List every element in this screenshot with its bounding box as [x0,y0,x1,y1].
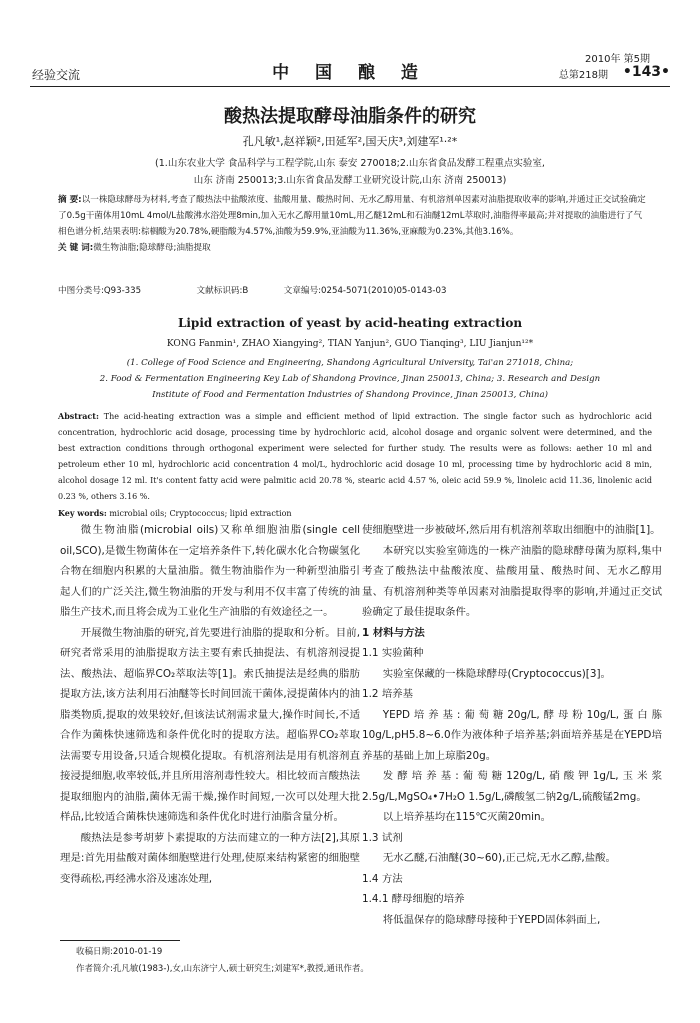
header-section: 经验交流 [32,68,81,82]
authors-en: KONG Fanmin¹, ZHAO Xiangying², TIAN Yanjun², GUO Tianqing³, LIU Jianjun¹²* [166,339,534,349]
page-number: •143• [622,64,670,80]
section-heading: 1 材料与方法 [362,626,425,639]
subsection-heading: 1.3 试剂 [362,831,403,844]
paragraph: 酸热法是参考胡萝卜素提取的方法而建立的一种方法[2],其原理是:首先用盐酸对菌体细胞壁进行处理,使原来结构紧密的细胞壁变得疏松,再经沸水浴及速冻处理, [60,831,360,885]
keywords-cn-label: 关 键 词: [58,243,94,253]
paragraph: 使细胞壁进一步被破坏,然后用有机溶剂萃取出细胞中的油脂[1]。 [362,524,661,536]
abstract-cn-text: 以一株隐球酵母为材料,考查了酸热法中盐酸浓度、盐酸用量、酸热时间、无水乙醇用量、有机溶剂单因素对油脂提取收率的影响,并通过正交试验确定了0.5g干菌体用10mL 4mol/L盐酸沸水浴处理8min,加入无水乙醇用量10mL,用乙醚12mL和石油醚12mL萃取时,油脂得率最高;并对提取的油脂进行了气相色谱分析,结果表明:棕榈酸为20.78%,硬脂酸为4.57%,油酸为59.9%,亚油酸为11.36%,亚麻酸为0.23%,其他3.16%。 [58,195,646,237]
footnote-received: 收稿日期:2010-01-19 [76,947,163,957]
keywords-en-text: microbial oils; Cryptococcus; lipid extraction [109,509,292,518]
footnote-rule [60,940,180,941]
header-total: 总第218期 [558,70,608,81]
clc-code: 中图分类号:Q93-335 [58,286,142,296]
affiliation-en-2: 2. Food & Fermentation Engineering Key Lab of Shandong Province, Jinan 250013, China; 3. Research and Design [99,374,601,384]
abstract-cn [58,192,648,256]
affiliation-cn-2: 山东 济南 250013;3.山东省食品发酵工业研究设计院,山东 济南 250013) [193,175,507,186]
paragraph: 无水乙醚,石油醚(30~60),正己烷,无水乙醇,盐酸。 [382,852,616,864]
title-en: Lipid extraction of yeast by acid-heating extraction [177,316,523,330]
body-left-column [60,520,360,889]
affiliation-en-1: (1. College of Food Science and Engineering, Shandong Agricultural University, Tai'an 271018, China; [126,358,574,368]
affiliation-cn-1: (1.山东农业大学 食品科学与工程学院,山东 泰安 270018;2.山东省食品发酵工程重点实验室, [155,158,545,169]
keywords-cn-text: 微生物油脂;隐球酵母;油脂提取 [93,243,211,253]
title-cn: 酸热法提取酵母油脂条件的研究 [224,106,476,127]
meta-line [58,284,446,296]
article-number: 文章编号:0254-5071(2010)05-0143-03 [283,286,447,296]
subsection-heading: 1.4 方法 [362,872,403,885]
footnote-author: 作者简介:孔凡敏(1983-),女,山东济宁人,硕士研究生;刘建军*,教授,通讯作者。 [76,964,369,974]
header-issue: 2010年 第5期 [585,54,650,65]
paragraph: 本研究以实验室筛选的一株产油脂的隐球酵母菌为原料,集中考查了酸热法中盐酸浓度、盐酸用量、酸热时间、无水乙醇用量、有机溶剂种类等单因素对油脂提取得率的影响,并通过正交试验确定了最佳提取条件。 [362,544,662,618]
paragraph: 以上培养基均在115℃灭菌20min。 [382,811,552,823]
authors-cn: 孔凡敏¹,赵祥颖²,田延军²,国天庆³,刘建军¹·²* [242,135,458,148]
paragraph: YEPD培养基:葡萄糖20g/L,酵母粉10g/L,蛋白胨10g/L,pH5.8~6.0作为液体种子培养基;斜面培养基是在YEPD培养基的基础上加上琼脂20g。 [362,708,662,762]
abstract-en [58,408,652,522]
journal-name: 中 国 酿 造 [272,63,428,83]
abstract-en-text: The acid-heating extraction was a simple and efficient method of lipid extraction. The single factor such as hydrochloric acid concentration, hydrochloric acid dosage, processing time by hydrochloric acid, alcohol dosage and organic solvent were determined, and the best extraction conditions through orthogonal experiment were selected for further study. The results were as follows: aether 10 ml and petroleum ether 10 ml, hydrochloric acid concentration 4 mol/L, hydrochloric acid dosage 10 ml, processing time by hydrochloric acid 8 min, alcohol dosage 12 ml. It's content fatty acid were palmitic acid 20.78 %, stearic acid 4.57 %, oleic acid 59.9 %, linoleic acid 11.36, linolenic acid 0.23 %, others 3.16 %. [58,412,652,501]
affiliation-en-3: Institute of Food and Fermentation Industries of Shandong Province, Jinan 250013, China) [152,390,548,400]
abstract-cn-label: 摘 要: [58,195,82,205]
subsection-heading: 1.2 培养基 [362,688,413,700]
subsection-heading: 1.1 实验菌种 [362,647,424,659]
paragraph: 将低温保存的隐球酵母接种于YEPD固体斜面上, [382,913,601,926]
abstract-en-label: Abstract: [58,411,99,421]
subsubsection-heading: 1.4.1 酵母细胞的培养 [362,893,465,905]
keywords-en-label: Key words: [58,508,107,518]
doc-code: 文献标识码:B [196,286,249,296]
paragraph: 微生物油脂(microbial oils)又称单细胞油脂(single cell oil,SCO),是微生物菌体在一定培养条件下,转化碳水化合物碳氢化合物在细胞内积累的大量油脂。微生物油脂作为一种新型油脂引起人们的广泛关注,微生物油脂的开发与利用不仅丰富了传统的油脂生产技术,而且将会成为工业化生产油脂的有效途径之一。 [60,524,360,618]
paragraph: 开展微生物油脂的研究,首先要进行油脂的提取和分析。目前,研究者常采用的油脂提取方法主要有索氏抽提法、有机溶剂浸提法、酸热法、超临界CO₂萃取法等[1]。索氏抽提法是经典的脂肪提取方法,该方法利用石油醚等长时间回流干菌体,浸提菌体内的油脂类物质,提取的效果较好,但该法试剂需求量大,操作时间长,不适合作为菌株快速筛选和条件优化时的提取方法。超临界CO₂萃取法需要专用设备,只适合规模化提取。有机溶剂法是用有机溶剂直接浸提细胞,收率较低,并且所用溶剂毒性较大。相比较而言酸热法提取细胞内的油脂,菌体无需干燥,操作时间短,一次可以处理大批样品,比较适合菌株快速筛选和条件优化时进行油脂含量分析。 [60,626,360,823]
header-rule [30,86,670,87]
paragraph: 发酵培养基:葡萄糖120g/L,硝酸钾1g/L,玉米浆2.5g/L,MgSO₄•7H₂O 1.5g/L,磷酸氢二钠2g/L,硫酸锰2mg。 [362,770,662,803]
paragraph: 实验室保藏的一株隐球酵母(Cryptococcus)[3]。 [382,667,611,680]
body-right-column [362,520,662,930]
